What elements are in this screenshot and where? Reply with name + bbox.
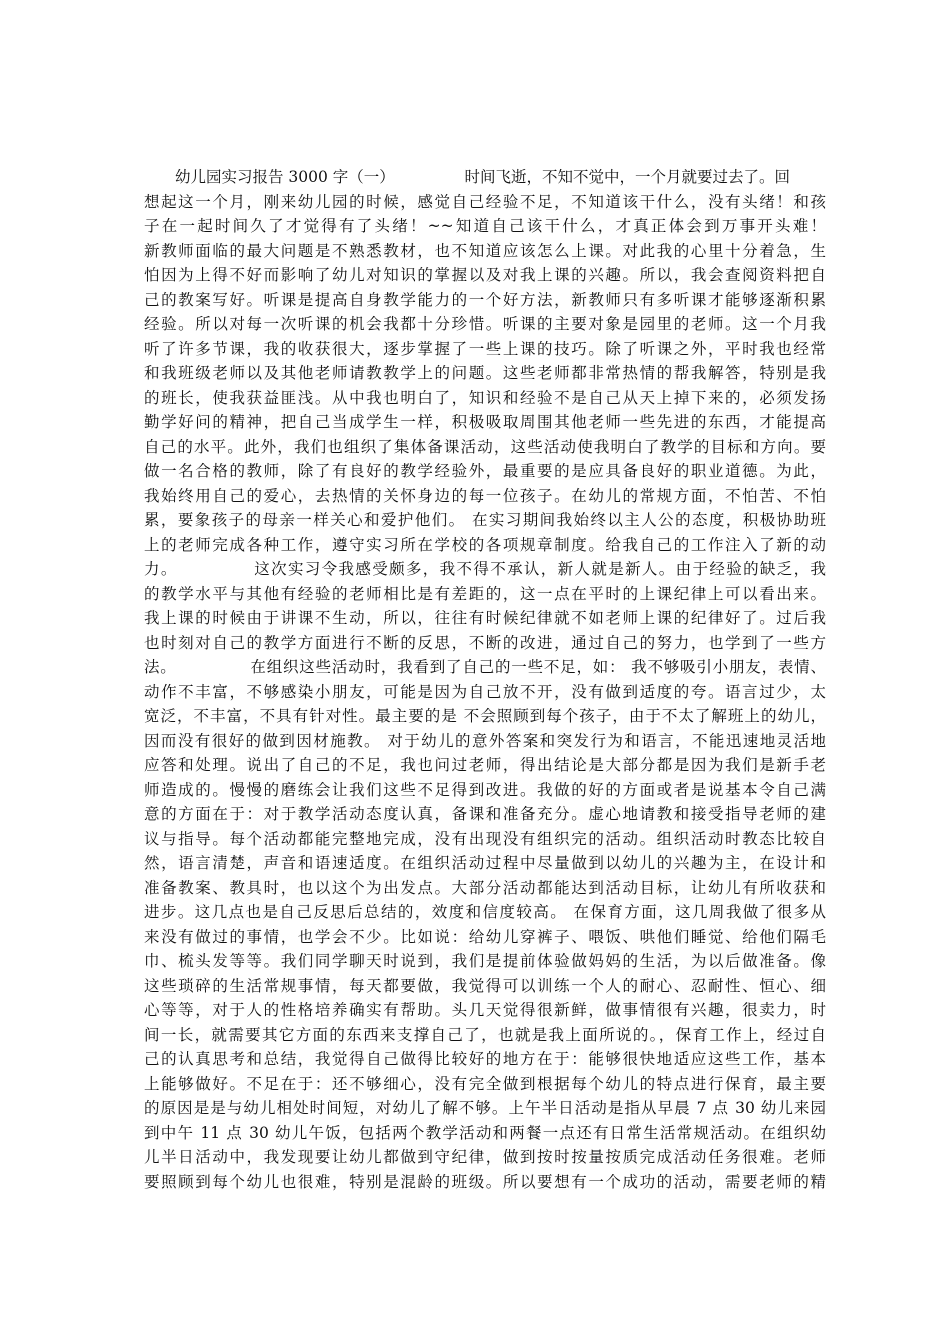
text-line: 法。 在组织这些活动时，我看到了自己的一些不足，如： 我不够吸引小朋友，表情、 bbox=[144, 658, 826, 676]
text-line: 上的老师完成各种工作，遵守实习所在学校的各项规章制度。给我自己的工作注入了新的动 bbox=[144, 535, 826, 554]
text-line: 幼儿园实习报告 3000 字（一） 时间飞逝，不知不觉中，一个月就要过去了。回 bbox=[175, 168, 791, 186]
text-line: 勤学好问的精神，把自己当成学生一样，积极吸取周围其他老师一些先进的东西，才能提高 bbox=[144, 413, 826, 431]
text-line: 己的教案写好。听课是提高自身教学能力的一个好方法，新教师只有多听课才能够逐渐积累 bbox=[144, 290, 826, 309]
text-line: 的班长，使我获益匪浅。从中我也明白了，知识和经验不是自己从天上掉下来的，必须发扬 bbox=[144, 388, 826, 407]
text-line: 议与指导。每个活动都能完整地完成，没有出现没有组织完的活动。组织活动时教态比较自 bbox=[144, 829, 826, 848]
text-line: 要照顾到每个幼儿也很难，特别是混龄的班级。所以要想有一个成功的活动，需要老师的精 bbox=[144, 1172, 826, 1191]
text-line: 己的认真思考和总结，我觉得自己做得比较好的地方在于：能够很快地适应这些工作，基本 bbox=[144, 1050, 826, 1068]
text-line: 做一名合格的教师，除了有良好的教学经验外，最重要的是应具备良好的职业道德。为此， bbox=[144, 462, 826, 480]
text-line: 来没有做过的事情，也学会不少。比如说：给幼儿穿裤子、喂饭、哄他们睡觉、给他们隔毛 bbox=[144, 927, 826, 946]
text-line: 怕因为上得不好而影响了幼儿对知识的掌握以及对我上课的兴趣。所以，我会查阅资料把自 bbox=[144, 266, 826, 284]
text-line: 进步。这几点也是自己反思后总结的，效度和信度较高。 在保育方面，这几周我做了很多从 bbox=[144, 903, 826, 921]
text-line: 我上课的时候由于讲课不生动，所以，往往有时候纪律就不如老师上课的纪律好了。过后我 bbox=[144, 609, 826, 627]
text-line: 应答和处理。说出了自己的不足，我也问过老师，得出结论是大部分都是因为我们是新手老 bbox=[144, 756, 826, 774]
text-line: 力。 这次实习令我感受颇多，我不得不承认，新人就是新人。由于经验的缺乏，我 bbox=[144, 560, 826, 578]
document-page bbox=[144, 165, 826, 1194]
text-line: 上能够做好。不足在于：还不够细心，没有完全做到根据每个幼儿的特点进行保育，最主要 bbox=[144, 1074, 826, 1093]
text-line: 意的方面在于：对于教学活动态度认真，备课和准备充分。虚心地请教和接受指导老师的建 bbox=[144, 805, 826, 823]
text-line: 因而没有很好的做到因材施教。 对于幼儿的意外答案和突发行为和语言，不能迅速地灵活地 bbox=[144, 731, 826, 750]
text-line: 听了许多节课，我的收获很大，逐步掌握了一些上课的技巧。除了听课之外，平时我也经常 bbox=[144, 339, 826, 358]
text-line: 宽泛，不丰富，不具有针对性。最主要的是 不会照顾到每个孩子，由于不太了解班上的幼儿， bbox=[144, 707, 826, 725]
text-line: 新教师面临的最大问题是不熟悉教材，也不知道应该怎么上课。对此我的心里十分着急，生 bbox=[144, 241, 826, 260]
text-line: 动作不丰富，不够感染小朋友，可能是因为自己放不开，没有做到适度的夸。语言过少，太 bbox=[144, 682, 826, 701]
text-line: 也时刻对自己的教学方面进行不断的反思，不断的改进，通过自己的努力，也学到了一些方 bbox=[144, 633, 826, 652]
text-line: 自己的水平。此外，我们也组织了集体备课活动，这些活动使我明白了教学的目标和方向。要 bbox=[144, 437, 826, 456]
text-line: 累，要象孩子的母亲一样关心和爱护他们。 在实习期间我始终以主人公的态度，积极协助班 bbox=[144, 511, 826, 529]
text-line: 和我班级老师以及其他老师请教教学上的问题。这些老师都非常热情的帮我解答，特别是我 bbox=[144, 364, 826, 382]
text-line: 师造成的。慢慢的磨练会让我们这些不足得到改进。我做的好的方面或者是说基本令自己满 bbox=[144, 780, 826, 799]
text-line: 间一长，就需要其它方面的东西来支撑自己了，也就是我上面所说的。，保育工作上，经过自 bbox=[144, 1025, 826, 1044]
text-line: 这些琐碎的生活常规事情，每天都要做，我觉得可以训练一个人的耐心、忍耐性、恒心、细 bbox=[144, 976, 826, 995]
text-line: 我始终用自己的爱心，去热情的关怀身边的每一位孩子。在幼儿的常规方面，不怕苦、不怕 bbox=[144, 486, 826, 505]
text-line: 想起这一个月，刚来幼儿园的时候，感觉自己经验不足，不知道该干什么，没有头绪！和孩 bbox=[144, 192, 826, 211]
text-line: 经验。所以对每一次听课的机会我都十分珍惜。听课的主要对象是园里的老师。这一个月我 bbox=[144, 315, 826, 333]
text-line: 儿半日活动中，我发现要让幼儿都做到守纪律，做到按时按量按质完成活动任务很难。老师 bbox=[144, 1148, 826, 1166]
text-line: 子在一起时间久了才觉得有了头绪！~~知道自己该干什么，才真正体会到万事开头难！ bbox=[144, 217, 826, 235]
text-line: 巾、梳头发等等。我们同学聊天时说到，我们是提前体验做妈妈的生活，为以后做准备。像 bbox=[144, 952, 826, 970]
text-line: 准备教案、教具时，也以这个为出发点。大部分活动都能达到活动目标，让幼儿有所收获和 bbox=[144, 878, 826, 897]
text-line: 到中午 11 点 30 幼儿午饭，包括两个教学活动和两餐一点还有日常生活常规活动。在组织幼 bbox=[144, 1123, 826, 1142]
text-line: 的原因是是与幼儿相处时间短，对幼儿了解不够。上午半日活动是指从早晨 7 点 30 幼儿来园 bbox=[144, 1099, 826, 1117]
text-line: 心等等，对于人的性格培养确实有帮助。头几天觉得很新鲜，做事情很有兴趣，很卖力，时 bbox=[144, 1001, 826, 1019]
text-line: 然，语言清楚，声音和语速适度。在组织活动过程中尽量做到以幼儿的兴趣为主，在设计和 bbox=[144, 854, 826, 872]
text-line: 的教学水平与其他有经验的老师相比是有差距的，这一点在平时的上课纪律上可以看出来。 bbox=[144, 584, 826, 603]
